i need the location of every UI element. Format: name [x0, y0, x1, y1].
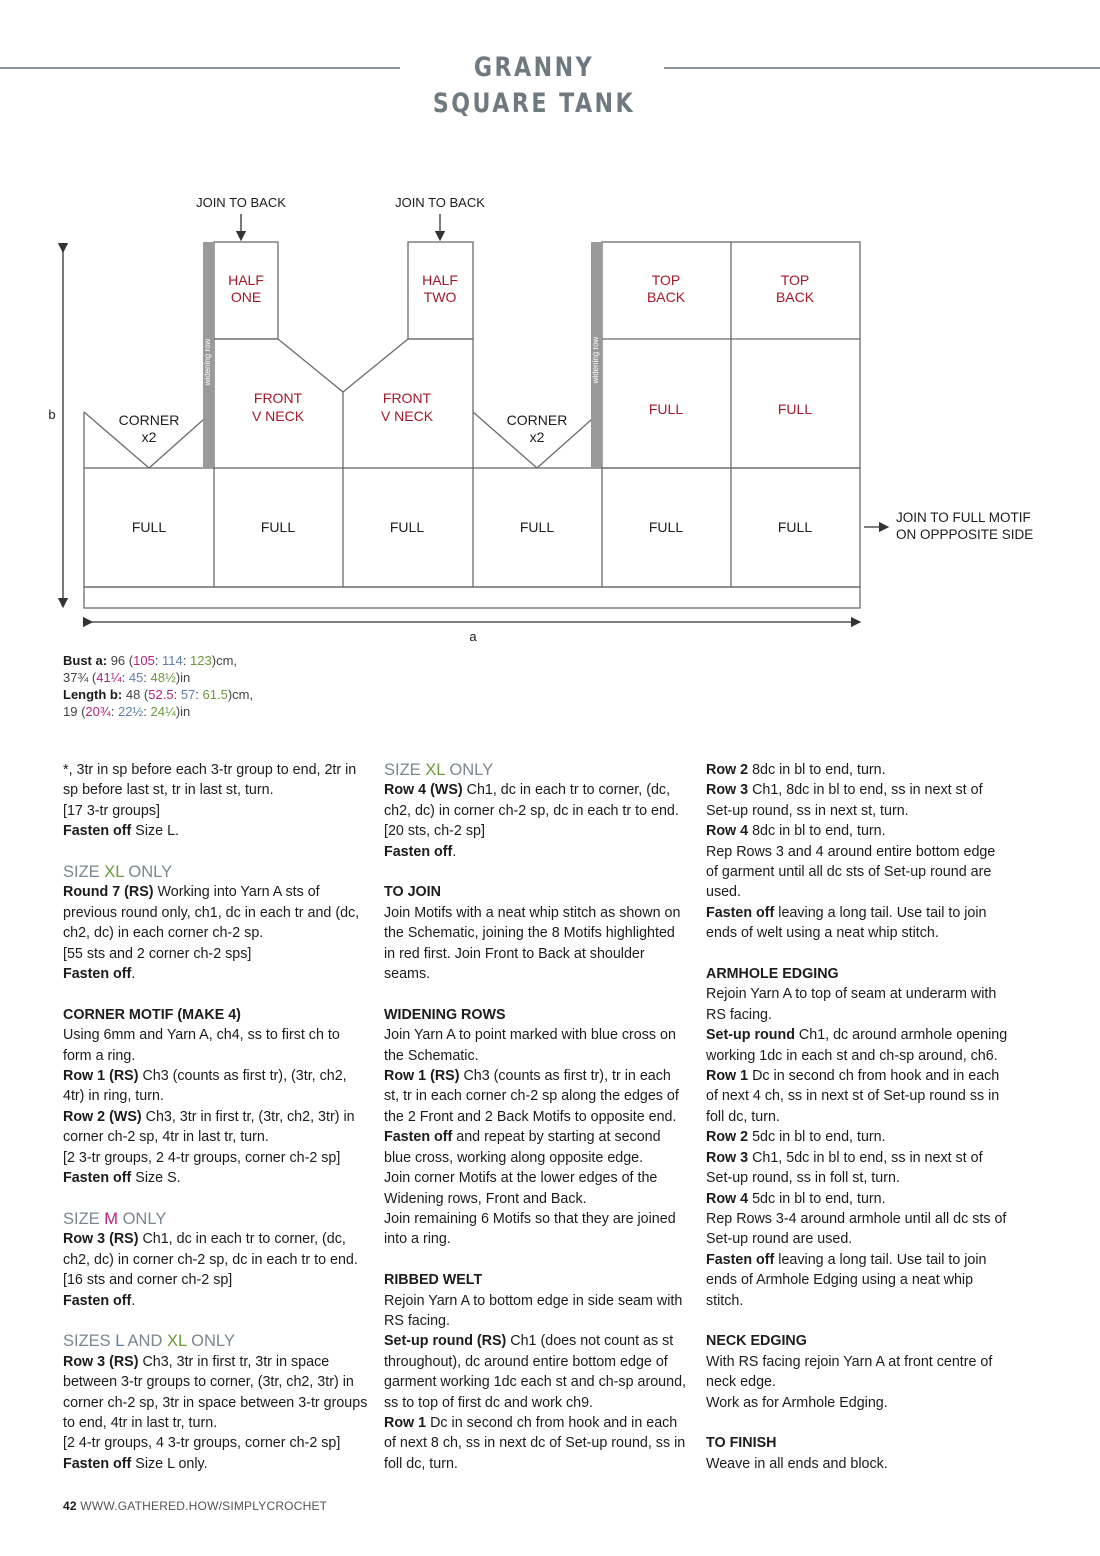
garment-schematic	[0, 180, 1100, 650]
instruction-paragraph: Round 7 (RS) Working into Yarn A sts of previous round only, ch1, dc in each tr and (dc, ch2, dc) in each corner ch-2 sp.	[63, 884, 360, 942]
instruction-paragraph: Set-up round Ch1, dc around armhole opening working 1dc in each st and ch-sp around, ch6.	[706, 1027, 1008, 1064]
instruction-paragraph: Fasten off.	[384, 843, 457, 860]
instruction-paragraph: Row 2 5dc in bl to end, turn.	[706, 1129, 886, 1146]
dim-a-label: a	[469, 629, 477, 644]
size-heading: SIZES L AND XL ONLY	[63, 1332, 235, 1351]
cell-corner-left-l1: CORNER	[118, 412, 180, 428]
text-column-3	[706, 760, 1011, 1474]
join-side-l2: ON OPPPOSITE SIDE	[896, 527, 1034, 542]
join-label-2: JOIN TO BACK	[395, 195, 485, 210]
instruction-paragraph: [16 sts and corner ch-2 sp]	[63, 1272, 233, 1289]
paragraph-gap	[63, 842, 368, 862]
instruction-paragraph: [20 sts, ch-2 sp]	[384, 823, 485, 840]
cell-bottom-6: FULL	[777, 519, 813, 535]
instruction-paragraph: Row 1 Dc in second ch from hook and in each of next 4 ch, ss in next st of Set-up round ss in foll dc, turn.	[706, 1068, 1000, 1125]
instruction-paragraph: Row 4 8dc in bl to end, turn.	[706, 823, 886, 840]
footer	[63, 1499, 327, 1513]
instruction-paragraph: Fasten off.	[63, 1292, 136, 1309]
page-number: 42	[63, 1499, 77, 1513]
cell-half-two-l1: HALF	[422, 272, 458, 288]
paragraph-gap	[63, 1189, 368, 1209]
cell-bottom-1: FULL	[131, 519, 167, 535]
bust-cm-line: Bust a: 96 (105: 114: 123)cm,	[63, 653, 238, 668]
cell-top-back-2-l2: BACK	[775, 289, 815, 305]
cell-top-back-1-l1: TOP	[651, 272, 681, 288]
footer-url: WWW.GATHERED.HOW/SIMPLYCROCHET	[80, 1499, 328, 1513]
page-title: GRANNY SQUARE TANK	[432, 52, 636, 119]
instruction-paragraph: Row 4 5dc in bl to end, turn.	[706, 1190, 886, 1207]
measurements	[63, 652, 253, 720]
instruction-paragraph: Row 3 Ch1, 5dc in bl to end, ss in next st of Set-up round, ss in foll st, turn.	[706, 1149, 983, 1187]
header-rule-right	[664, 67, 1100, 69]
instruction-paragraph: Rejoin Yarn A to bottom edge in side seam with RS facing.	[384, 1292, 683, 1329]
instruction-paragraph: [2 3-tr groups, 2 4-tr groups, corner ch-2 sp]	[63, 1149, 341, 1166]
instruction-paragraph: With RS facing rejoin Yarn A at front centre of neck edge.	[706, 1353, 993, 1391]
widening-label-right: widening row	[591, 336, 600, 384]
instruction-paragraph: *, 3tr in sp before each 3-tr group to end, 2tr in sp before last st, tr in last st, turn.	[63, 762, 357, 799]
instruction-paragraph: Work as for Armhole Edging.	[706, 1394, 888, 1411]
instruction-paragraph: [55 sts and 2 corner ch-2 sps]	[63, 945, 252, 962]
instruction-paragraph: Join Motifs with a neat whip stitch as shown on the Schematic, joining the 8 Motifs highlighted in red first. Join Front to Back at shoulder seams.	[384, 904, 681, 983]
paragraph-gap	[384, 1250, 689, 1270]
cell-half-one-l1: HALF	[228, 272, 264, 288]
welt-band	[84, 587, 860, 608]
instruction-paragraph: Fasten off leaving a long tail. Use tail to join ends of Armhole Edging using a neat whip stitch.	[706, 1251, 987, 1309]
instruction-paragraph: Fasten off Size L only.	[63, 1455, 208, 1472]
instruction-paragraph: Fasten off Size S.	[63, 1170, 181, 1187]
bust-in-line: 37¾ (41¼: 45: 48½)in	[63, 670, 191, 685]
cell-top-back-2-l1: TOP	[780, 272, 810, 288]
section-heading: TO FINISH	[706, 1435, 777, 1452]
paragraph-gap	[63, 1311, 368, 1331]
section-heading: WIDENING ROWS	[384, 1006, 506, 1023]
instruction-paragraph: Rejoin Yarn A to top of seam at underarm with RS facing.	[706, 986, 997, 1023]
text-column-1	[63, 760, 368, 1474]
instruction-paragraph: Rep Rows 3-4 around armhole until all dc sts of Set-up round are used.	[706, 1210, 1007, 1248]
section-heading: TO JOIN	[384, 884, 441, 901]
bottom-row-frame	[84, 468, 860, 587]
section-heading: ARMHOLE EDGING	[706, 966, 839, 983]
cell-front-v-2-l2: V NECK	[380, 408, 434, 424]
instruction-paragraph: Fasten off Size L.	[63, 823, 179, 840]
widening-label-left: widening row	[203, 338, 212, 386]
instruction-paragraph: Row 3 Ch1, 8dc in bl to end, ss in next st of Set-up round, ss in next st, turn.	[706, 782, 983, 819]
instruction-paragraph: Row 1 (RS) Ch3 (counts as first tr), tr in each st, tr in each corner ch-2 sp along the edges of the 2 Front and 2 Back Motifs to opposite end.	[384, 1068, 679, 1125]
instruction-paragraph: Weave in all ends and block.	[706, 1455, 888, 1472]
paragraph-gap	[63, 984, 368, 1004]
instruction-paragraph: Join corner Motifs at the lower edges of the Widening rows, Front and Back.	[384, 1170, 658, 1207]
text-column-2	[384, 760, 689, 1474]
cell-half-two-l2: TWO	[423, 289, 457, 305]
length-in-line: 19 (20¾: 22½: 24¼)in	[63, 704, 191, 719]
instruction-paragraph: Using 6mm and Yarn A, ch4, ss to first ch to form a ring.	[63, 1027, 340, 1064]
cell-front-v-1-l1: FRONT	[253, 390, 303, 406]
instruction-paragraph: Row 2 8dc in bl to end, turn.	[706, 762, 886, 778]
paragraph-gap	[384, 984, 689, 1004]
instruction-paragraph: Row 3 (RS) Ch3, 3tr in first tr, 3tr in space between 3-tr groups to corner, (3tr, ch2, 3tr) in corner ch-2 sp, 3tr in space between 3-tr groups to end, 4tr in last tr, turn.	[63, 1353, 368, 1431]
paragraph-gap	[706, 944, 1011, 964]
cell-bottom-2: FULL	[260, 519, 296, 535]
header-rule-left	[0, 67, 400, 69]
cell-front-v-2-l1: FRONT	[382, 390, 432, 406]
cell-half-one-l2: ONE	[230, 289, 262, 305]
instruction-paragraph: Rep Rows 3 and 4 around entire bottom edge of garment until all dc sts of Set-up round are used.	[706, 843, 996, 901]
size-heading: SIZE XL ONLY	[63, 863, 173, 882]
instruction-paragraph: Row 4 (WS) Ch1, dc in each tr to corner, (dc, ch2, dc) in corner ch-2 sp, dc in each tr to end.	[384, 782, 679, 819]
join-side-l1: JOIN TO FULL MOTIF	[896, 510, 1031, 525]
cell-bottom-4: FULL	[519, 519, 555, 535]
instruction-paragraph: Row 2 (WS) Ch3, 3tr in first tr, (3tr, ch2, 3tr) in corner ch-2 sp, 4tr in last tr, turn.	[63, 1108, 355, 1146]
cell-front-v-1-l2: V NECK	[251, 408, 305, 424]
paragraph-gap	[706, 1311, 1011, 1331]
instruction-paragraph: Row 1 Dc in second ch from hook and in each of next 8 ch, ss in next dc of Set-up round, ss in foll dc, turn.	[384, 1414, 686, 1472]
length-cm-line: Length b: 48 (52.5: 57: 61.5)cm,	[63, 687, 254, 702]
cell-top-back-1-l2: BACK	[646, 289, 686, 305]
size-heading: SIZE XL ONLY	[384, 761, 494, 779]
instruction-paragraph: Join remaining 6 Motifs so that they are joined into a ring.	[384, 1210, 676, 1248]
join-label-1: JOIN TO BACK	[196, 195, 286, 210]
instruction-paragraph: Row 3 (RS) Ch1, dc in each tr to corner, (dc, ch2, dc) in corner ch-2 sp, dc in each tr to end.	[63, 1231, 358, 1268]
cell-bottom-5: FULL	[648, 519, 684, 535]
instruction-paragraph: Fasten off and repeat by starting at second blue cross, working along opposite edge.	[384, 1129, 661, 1166]
cell-corner-right-l2: x2	[529, 429, 545, 445]
instruction-paragraph: Fasten off.	[63, 966, 136, 983]
size-heading: SIZE M ONLY	[63, 1209, 167, 1228]
instruction-paragraph: Fasten off leaving a long tail. Use tail to join ends of welt using a neat whip stitch.	[706, 904, 987, 942]
section-heading: NECK EDGING	[706, 1333, 807, 1350]
cell-bottom-3: FULL	[389, 519, 425, 535]
section-heading: CORNER MOTIF (MAKE 4)	[63, 1006, 241, 1023]
instruction-paragraph: [2 4-tr groups, 4 3-tr groups, corner ch-2 sp]	[63, 1435, 341, 1452]
cell-full-back-1: FULL	[648, 401, 684, 417]
section-heading: RIBBED WELT	[384, 1272, 483, 1289]
instruction-paragraph: Row 1 (RS) Ch3 (counts as first tr), (3tr, ch2, 4tr) in ring, turn.	[63, 1068, 347, 1105]
cell-full-back-2: FULL	[777, 401, 813, 417]
cell-corner-left-l2: x2	[141, 429, 157, 445]
cell-corner-right-l1: CORNER	[506, 412, 568, 428]
paragraph-gap	[384, 862, 689, 882]
instruction-paragraph: Set-up round (RS) Ch1 (does not count as st throughout), dc around entire bottom edge of garment working 1dc each st and ch-sp around, ss to top of first dc and work ch9.	[384, 1333, 686, 1411]
dim-b-label: b	[48, 407, 56, 422]
instruction-paragraph: [17 3-tr groups]	[63, 802, 160, 819]
instruction-paragraph: Join Yarn A to point marked with blue cross on the Schematic.	[384, 1027, 676, 1064]
paragraph-gap	[706, 1413, 1011, 1433]
